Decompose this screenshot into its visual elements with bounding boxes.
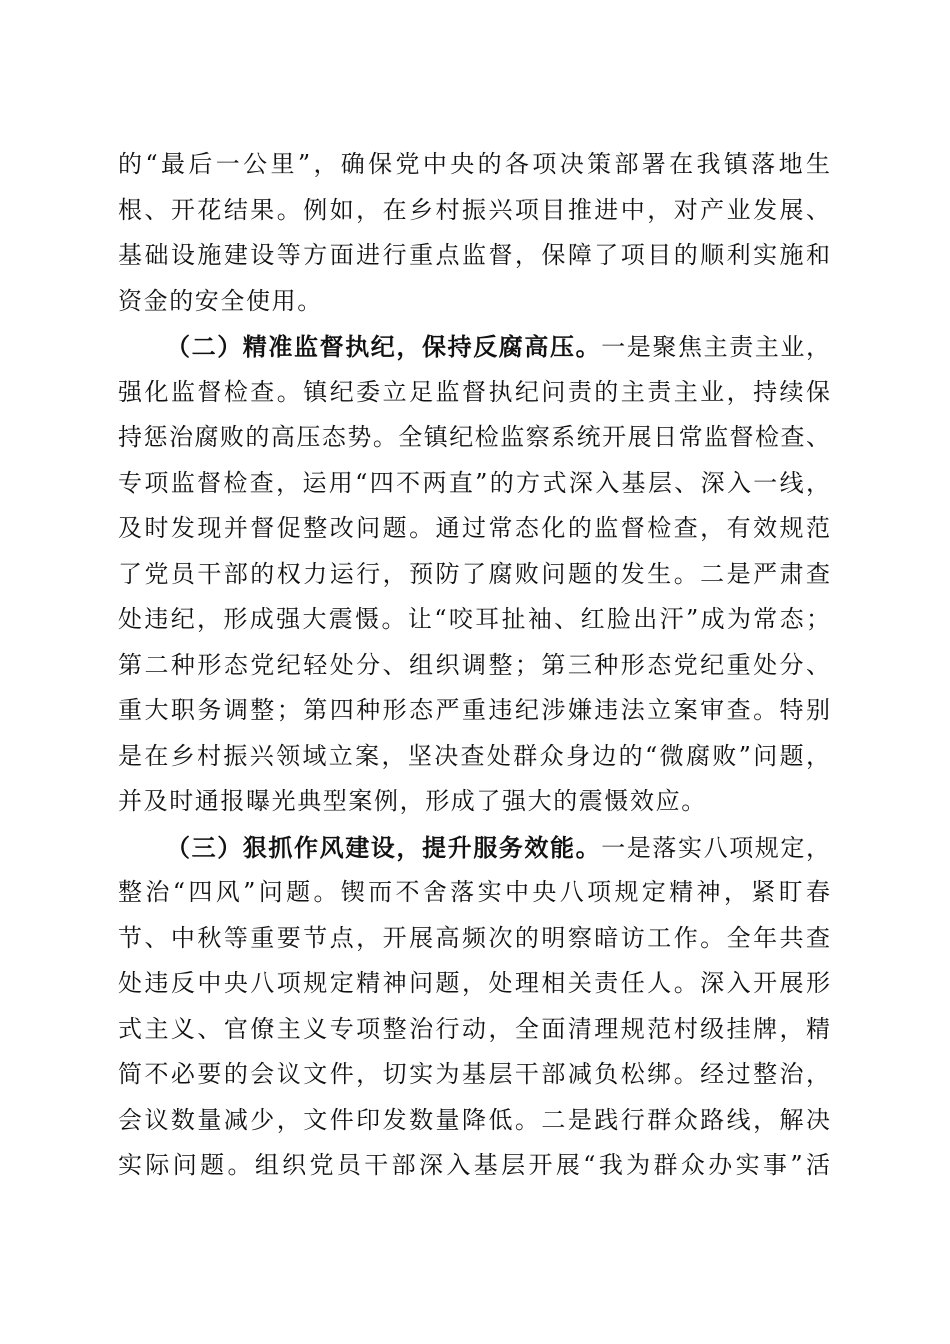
text-line: 重大职务调整；第四种形态严重违纪涉嫌违法立案审查。特别	[118, 696, 830, 724]
text-line: 基础设施建设等方面进行重点监督，保障了项目的顺利实施和	[118, 241, 830, 269]
text-run: 一是聚焦主责主业，	[601, 333, 832, 361]
text-line: 持惩治腐败的高压态势。全镇纪检监察系统开展日常监督检查、	[118, 423, 830, 451]
text-line: 实际问题。组织党员干部深入基层开展“我为群众办实事”活	[118, 1151, 830, 1179]
text-line: 及时发现并督促整改问题。通过常态化的监督检查，有效规范	[118, 514, 830, 542]
text-line: 强化监督检查。镇纪委立足监督执纪问责的主责主业，持续保	[118, 377, 830, 406]
text-line: 资金的安全使用。	[118, 286, 323, 315]
section-heading: （三）狠抓作风建设，提升服务效能。	[166, 832, 602, 862]
paragraph-2	[118, 324, 830, 825]
text-line: 是在乡村振兴领域立案，坚决查处群众身边的“微腐败”问题，	[118, 741, 830, 770]
text-run: 一是落实八项规定，	[601, 833, 832, 862]
text-line: 第二种形态党纪轻处分、组织调整；第三种形态党纪重处分、	[118, 650, 830, 679]
paragraph-first-line	[118, 825, 830, 871]
text-line: 式主义、官僚主义专项整治行动，全面清理规范村级挂牌，精	[118, 1014, 830, 1043]
paragraph-first-line	[118, 324, 830, 370]
text-line: 节、中秋等重要节点，开展高频次的明察暗访工作。全年共查	[118, 923, 830, 952]
text-line: 处违纪，形成强大震慑。让“咬耳扯袖、红脸出汗”成为常态；	[118, 605, 830, 633]
text-line: 会议数量减少，文件印发数量降低。二是践行群众路线，解决	[118, 1105, 830, 1134]
text-line: 整治“四风”问题。锲而不舍落实中央八项规定精神，紧盯春	[118, 878, 830, 906]
section-heading: （二）精准监督执纪，保持反腐高压。	[166, 332, 602, 361]
paragraph-3	[118, 825, 830, 1189]
body-text	[118, 142, 830, 1189]
text-line: 专项监督检查，运用“四不两直”的方式深入基层、深入一线，	[118, 468, 830, 497]
paragraph-1	[118, 142, 830, 324]
text-line: 的“最后一公里”，确保党中央的各项决策部署在我镇落地生	[118, 150, 830, 178]
text-line: 简不必要的会议文件，切实为基层干部减负松绑。经过整治，	[118, 1060, 830, 1088]
text-line: 了党员干部的权力运行，预防了腐败问题的发生。二是严肃查	[118, 559, 830, 588]
text-line: 并及时通报曝光典型案例，形成了强大的震慑效应。	[118, 787, 707, 815]
text-line: 根、开花结果。例如，在乡村振兴项目推进中，对产业发展、	[118, 195, 830, 224]
text-line: 处违反中央八项规定精神问题，处理相关责任人。深入开展形	[118, 969, 830, 997]
